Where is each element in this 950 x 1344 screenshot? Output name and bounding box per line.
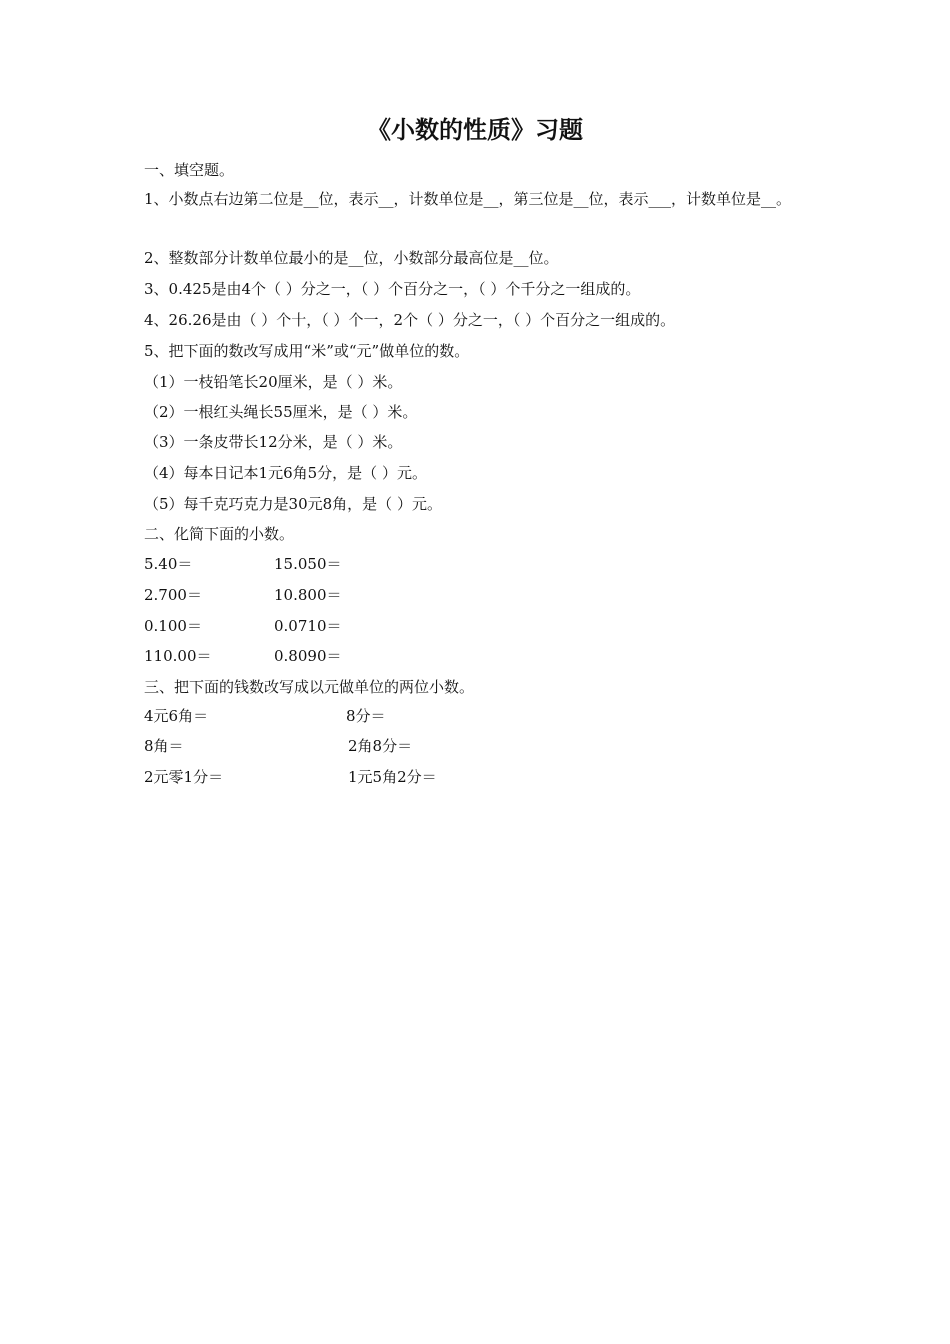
question-5-item: （1）一枝铅笔长20厘米，是（ ）米。 bbox=[144, 373, 403, 391]
question-4: 4、26.26是由（ ）个十，（ ）个一，2个（ ）分之一，（ ）个百分之一组成的。 bbox=[144, 311, 676, 329]
page-title: 《小数的性质》习题 bbox=[367, 115, 583, 144]
simplify-item: 5.40＝ bbox=[144, 555, 193, 573]
question-5: 5、把下面的数改写成用“米”或“元”做单位的数。 bbox=[144, 342, 470, 360]
simplify-item: 0.8090＝ bbox=[274, 647, 342, 665]
simplify-item: 15.050＝ bbox=[274, 555, 342, 573]
section-3-heading: 三、把下面的钱数改写成以元做单位的两位小数。 bbox=[144, 678, 475, 696]
question-5-item: （2）一根红头绳长55厘米，是（ ）米。 bbox=[144, 403, 418, 421]
section-2-heading: 二、化简下面的小数。 bbox=[144, 525, 295, 543]
money-item: 2元零1分＝ bbox=[144, 768, 224, 786]
simplify-item: 2.700＝ bbox=[144, 586, 202, 604]
money-item: 8角＝ bbox=[144, 737, 184, 755]
question-2: 2、整数部分计数单位最小的是__位，小数部分最高位是__位。 bbox=[144, 249, 559, 267]
money-item: 1元5角2分＝ bbox=[348, 768, 437, 786]
question-5-item: （5）每千克巧克力是30元8角，是（ ）元。 bbox=[144, 495, 442, 513]
simplify-item: 10.800＝ bbox=[274, 586, 342, 604]
simplify-item: 0.100＝ bbox=[144, 617, 202, 635]
money-item: 4元6角＝ bbox=[144, 707, 209, 725]
section-1-heading: 一、填空题。 bbox=[144, 161, 235, 179]
question-5-item: （3）一条皮带长12分米，是（ ）米。 bbox=[144, 433, 403, 451]
question-5-item: （4）每本日记本1元6角5分，是（ ）元。 bbox=[144, 464, 427, 482]
question-3: 3、0.425是由4个（ ）分之一，（ ）个百分之一，（ ）个千分之一组成的。 bbox=[144, 280, 641, 298]
simplify-item: 0.0710＝ bbox=[274, 617, 342, 635]
money-item: 2角8分＝ bbox=[348, 737, 413, 755]
money-item: 8分＝ bbox=[346, 707, 386, 725]
question-1: 1、小数点右边第二位是__位，表示__，计数单位是__，第三位是__位，表示___，计数单位是__。 bbox=[144, 190, 792, 208]
simplify-item: 110.00＝ bbox=[144, 647, 212, 665]
